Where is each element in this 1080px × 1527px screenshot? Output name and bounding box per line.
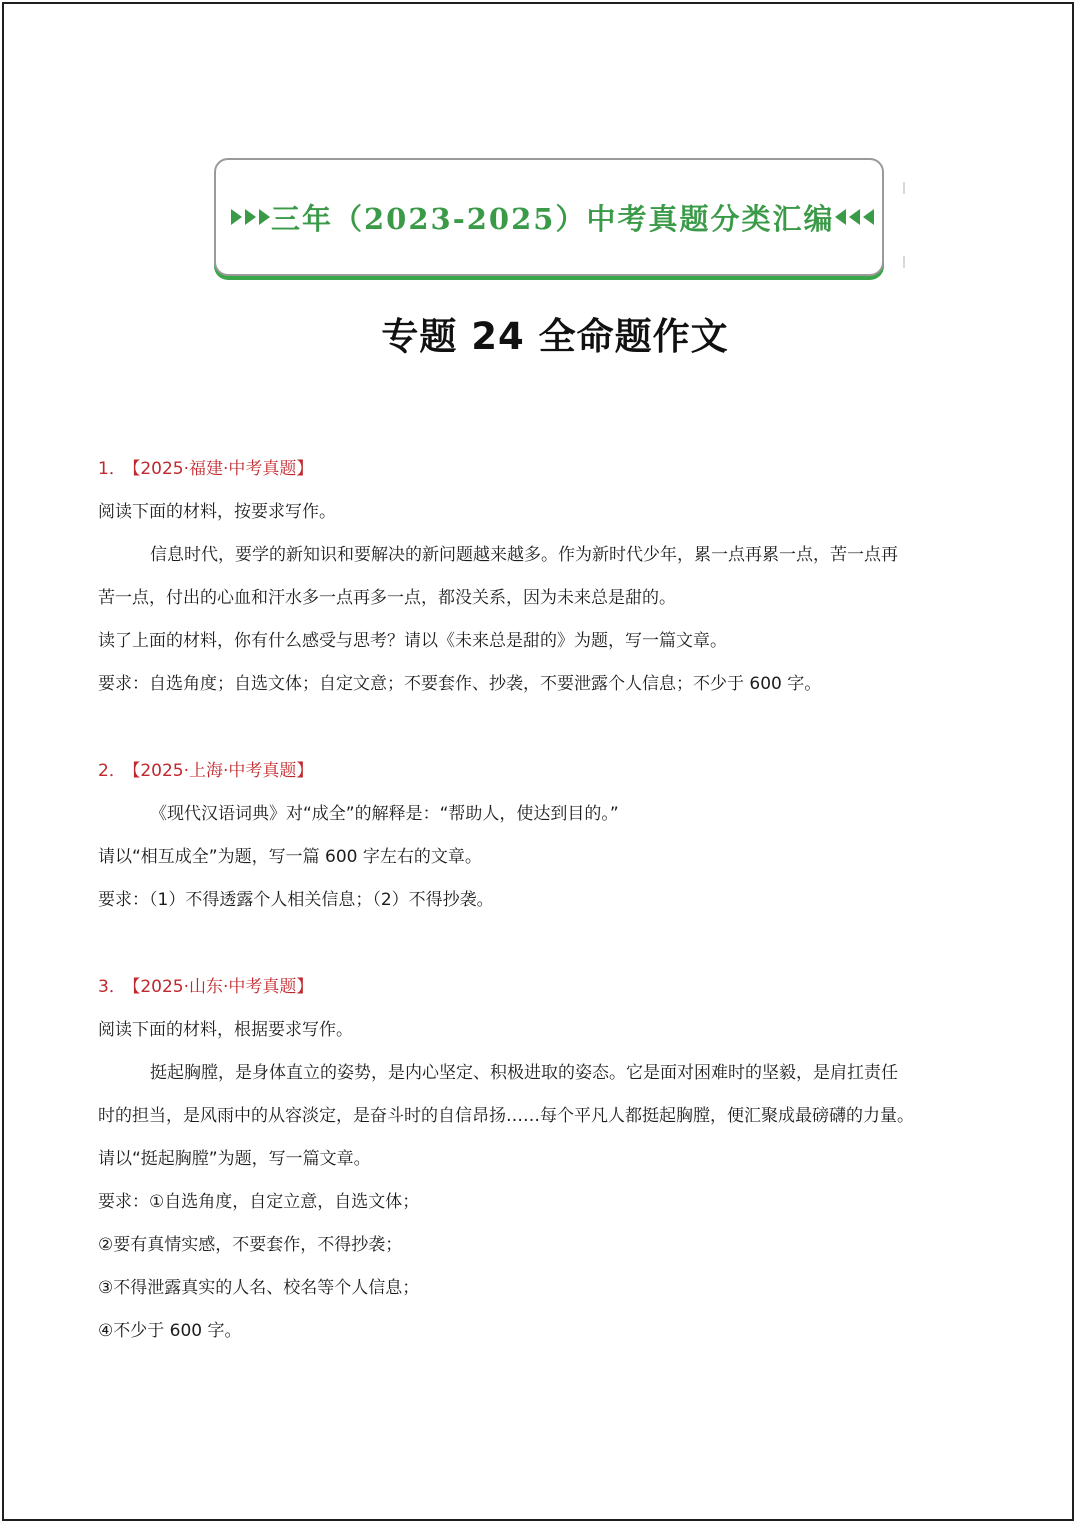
question-line: ④不少于 600 字。 [98, 1321, 242, 1341]
question-line: 请以“挺起胸膛”为题，写一篇文章。 [98, 1149, 371, 1169]
question-number: 3． [98, 977, 126, 997]
question-line: 请以“相互成全”为题，写一篇 600 字左右的文章。 [98, 847, 482, 867]
question-line: ③不得泄露真实的人名、校名等个人信息； [98, 1278, 420, 1298]
question-line: 阅读下面的材料，按要求写作。 [98, 502, 336, 522]
question-line: 要求：（1）不得透露个人相关信息；（2）不得抄袭。 [98, 890, 494, 910]
question-line: 苦一点，付出的心血和汗水多一点再多一点，都没关系，因为未来总是甜的。 [98, 588, 676, 608]
question-source: 【2025·上海·中考真题】 [131, 761, 314, 781]
question-line: 时的担当，是风雨中的从容淡定，是奋斗时的自信昂扬……每个平凡人都挺起胸膛，便汇聚成最磅礴的力量。 [98, 1106, 914, 1126]
question-number: 1． [98, 459, 126, 479]
question-list [98, 448, 1003, 1353]
spacer [98, 706, 1003, 750]
spacer [98, 922, 1003, 966]
question-1 [98, 448, 1003, 706]
banner-title: 三年（2023-2025）中考真题分类汇编 [271, 201, 835, 236]
header-banner [214, 158, 884, 276]
banner-tick-top [903, 182, 905, 194]
question-line: 要求：①自选角度，自定立意，自选文体； [98, 1192, 420, 1212]
question-source: 【2025·山东·中考真题】 [131, 977, 314, 997]
question-number: 2． [98, 761, 126, 781]
question-header [98, 448, 1003, 491]
question-2 [98, 750, 1003, 922]
question-header [98, 750, 1003, 793]
question-line: 挺起胸膛，是身体直立的姿势，是内心坚定、积极进取的姿态。它是面对困难时的坚毅，是肩扛责任 [150, 1063, 898, 1083]
page-title: 专题 24 全命题作文 [381, 315, 729, 358]
banner-tick-bottom [903, 256, 905, 268]
question-line: ②要有真情实感，不要套作，不得抄袭； [98, 1235, 403, 1255]
question-line: 要求：自选角度；自选文体；自定文意；不要套作、抄袭，不要泄露个人信息；不少于 600 字。 [98, 674, 822, 694]
triple-triangle-right-icon [230, 208, 271, 226]
question-line: 《现代汉语词典》对“成全”的解释是：“帮助人，使达到目的。” [150, 804, 619, 824]
question-line: 读了上面的材料，你有什么感受与思考？请以《未来总是甜的》为题，写一篇文章。 [98, 631, 727, 651]
question-header [98, 966, 1003, 1009]
question-line: 阅读下面的材料，根据要求写作。 [98, 1020, 353, 1040]
triple-triangle-left-icon [834, 208, 875, 226]
question-3 [98, 966, 1003, 1353]
question-source: 【2025·福建·中考真题】 [131, 459, 314, 479]
question-line: 信息时代，要学的新知识和要解决的新问题越来越多。作为新时代少年，累一点再累一点，苦一点再 [150, 545, 898, 565]
